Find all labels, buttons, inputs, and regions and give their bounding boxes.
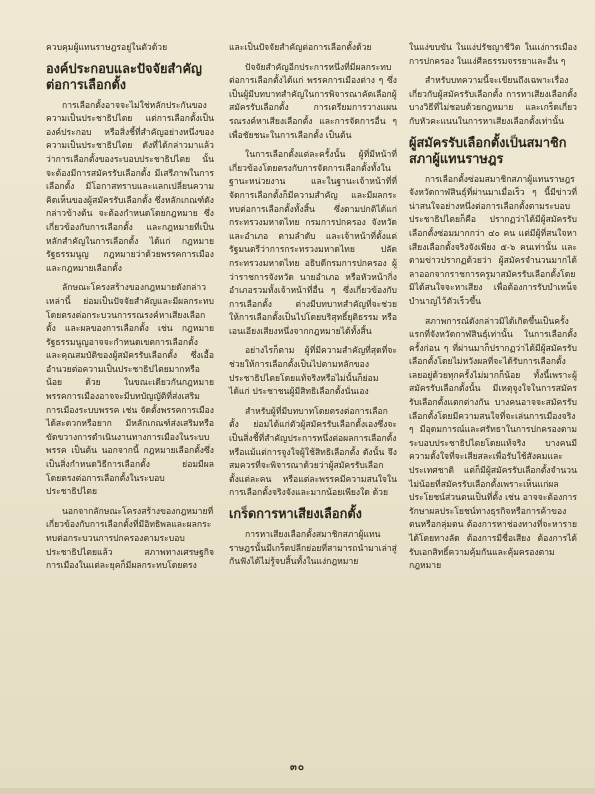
paragraph: ในการเลือกตั้งแต่ละครั้งนั้น ผู้ที่มีหน้าที่เกี่ยวข้องโดยตรงกับการจัดการเลือกตั้งทั้งในฐานะหน่วยงาน และในฐานะเจ้าหน้าที่ที่จัดการเลือกตั้งก็มีความสำคัญ และมีผลกระทบต่อการเลือกตั้งทั้งสิ้น ซึ่งตามปกติได้แก่ กระทรวงมหาดไทย กรมการปกครอง จังหวัดและอำเภอ ตามลำดับ และเจ้าหน้าที่ตั้งแต่รัฐมนตรีว่าการกระทรวงมหาดไทย ปลัดกระทรวงมหาดไทย อธิบดีกรมการปกครอง ผู้ว่าราชการจังหวัด นายอำเภอ หรือหัวหน้ากิ่งอำเภอรวมทั้งเจ้าหน้าที่อื่น ๆ ซึ่งเกี่ยวข้องกับการเลือกตั้ง ต่างมีบทบาทสำคัญที่จะช่วยให้การเลือกตั้งเป็นไปโดยบริสุทธิ์ยุติธรรม หรือเอนเอียงเสียงหนึ่งจากกฎหมายได้ทั้งสิ้น [229,150,397,337]
paragraph: นอกจากลักษณะโครงสร้างของกฎหมายที่เกี่ยวข้องกับการเลือกตั้งที่มีอิทธิพลและผลกระทบต่อกระบวนการปกครองตามระบอบประชาธิปไตยแล้ว สภาพทางเศรษฐกิจ การเมืองในแต่ละยุคก็มีผลกระทบโดยตรง [46,506,214,572]
paragraph-continuation: ในแง่ขบขัน ในแง่ปรัชญาชีวิต ในแง่การเมืองการปกครอง ในแง่ศีลธรรมจรรยาและอื่น ๆ [409,43,577,67]
section-heading: องค์ประกอบและปัจจัยสำคัญต่อการเลือกตั้ง [46,61,202,93]
paragraph: การหาเสียงเลือกตั้งสมาชิกสภาผู้แทนราษฎรนั้นมีเกร็ดปลีกย่อยที่สามารถนำมาเล่าสู่กันฟังได้ไม่รู้จบสิ้นทั้งในแง่กฎหมาย [229,530,397,568]
paragraph: การเลือกตั้งอาจจะไม่ใช่หลักประกันของความเป็นประชาธิปไตย แต่การเลือกตั้งเป็นองค์ประกอบ หรือสิ่งชี้ที่สำคัญอย่างหนึ่งของความเป็นประชาธิปไตย ดังที่ได้กล่าวมาแล้วว่าการเลือกตั้งของระบอบประชาธิปไตย นั้น จะต้องมีการสมัครรับเลือกตั้ง มีเสรีภาพในการเลือกตั้ง มีโอกาสทราบและแลกเปลี่ยนความคิดเห็นของผู้สมัครรับเลือกตั้ง ซึ่งหลักเกณฑ์ดังกล่าวข้างต้น จะต้องกำหนดโดยกฎหมาย ซึ่งเกี่ยวข้องกับการเลือกตั้ง และกฎหมายที่เป็นหลักสำคัญในการเลือกตั้ง ได้แก่ กฎหมายรัฐธรรมนูญ กฎหมายว่าด้วยพรรคการเมือง และกฎหมายเลือกตั้ง [46,100,214,274]
column-left [46,42,214,580]
column-middle [229,42,397,576]
page-number: ๓๐ [290,762,305,773]
paragraph: สภาพการณ์ดังกล่าวมิได้เกิดขึ้นเป็นครั้งแรกที่จังหวัดกาฬสินธุ์เท่านั้น ในการเลือกตั้งครั้งก่อน ๆ ที่ผ่านมาก็ปรากฏว่าได้มีผู้สมัครรับเลือกตั้งโดยไม่หวังผลที่จะได้รับการเลือกตั้งเลยอยู่ด้วยทุกครั้งไม่มากก็น้อย ทั้งนี้เพราะผู้สมัครรับเลือกตั้งนั้น มีเหตุจูงใจในการสมัครรับเลือกตั้งแตกต่างกัน บางคนอาจจะสมัครรับเลือกตั้งโดยมีความสนใจที่จะเล่นการเมืองจริง ๆ มีอุดมการณ์และศรัทธาในการปกครองตามระบอบประชาธิปไตยโดยแท้จริง บางคนมีความตั้งใจที่จะเสียสละเพื่อรับใช้สังคมและประเทศชาติ แต่ก็มีผู้สมัครรับเลือกตั้งจำนวนไม่น้อยที่สมัครรับเลือกตั้งเพราะเห็นแก่ผลประโยชน์ส่วนตนเป็นที่ตั้ง เช่น อาจจะต้องการรักษาผลประโยชน์ทางธุรกิจหรือการค้าของตนหรือกลุ่มตน ต้องการหาช่องทางที่จะหารายได้โดยทางลัด ต้องการมีชื่อเสียง ต้องการได้รับเอกสิทธิ์ความคุ้มกันและคุ้มครองตามกฎหมาย [409,316,577,572]
paragraph: สำหรับผู้ที่มีบทบาทโดยตรงต่อการเลือกตั้ง ย่อมได้แก่ตัวผู้สมัครรับเลือกตั้งเองซึ่งจะเป็นสิ่งชี้ที่สำคัญประการหนึ่งต่อผลการเลือกตั้ง หรือแม้แต่การจูงใจผู้ใช้สิทธิเลือกตั้ง ดังนั้น จึงสมควรที่จะพิจารณาด้วยว่าผู้สมัครรับเลือกตั้งแต่ละคน หรือแต่ละพรรคมีความสนใจในการเลือกตั้งจริงจังและมากน้อยเพียงใด ด้วย [229,406,397,499]
paragraph: สำหรับบทความนี้จะเขียนถึงเฉพาะเรื่องเกี่ยวกับผู้สมัครรับเลือกตั้ง การหาเสียงเลือกตั้งบางวิธีที่ไม่ชอบด้วยกฎหมาย และเกร็ดเกี่ยวกับหัวคะแนนในการหาเสียงเลือกตั้งเท่านั้น [409,76,577,127]
paragraph-continuation: และเป็นปัจจัยสำคัญต่อการเลือกตั้งด้วย [229,43,372,53]
paragraph: การเลือกตั้งซ่อมสมาชิกสภาผู้แทนราษฎรจังหวัดกาฬสินธุ์ที่ผ่านมาเมื่อเร็ว ๆ นี้มีข่าวที่น่าสนใจอย่างหนึ่งต่อการเลือกตั้งตามระบอบประชาธิปไตยก็คือ ปรากฏว่าได้มีผู้สมัครรับเลือกตั้งซ่อมมากกว่า ๔๐ คน แต่มีผู้ที่สนใจหาเสียงเลือกตั้งจริงจังเพียง ๕-๖ คนเท่านั้น และตามข่าวปรากฏด้วยว่า ผู้สมัครจำนวนมากได้ลาออกจากราชการครูมาสมัครรับเลือกตั้งโดยมิได้สนใจจะหาเสียง เพื่อต้องการรับบำเหน็จบำนาญไว้ตัวเร็วขึ้น [409,174,577,307]
section-heading: เกร็ดการหาเสียงเลือกตั้ง [229,507,362,522]
paragraph: อย่างไรก็ตาม ผู้ที่มีความสำคัญที่สุดที่จะช่วยให้การเลือกตั้งเป็นไปตามหลักของประชาธิปไตยโดยแท้จริงหรือไม่นั้นก็ย่อมได้แก่ ประชาชนผู้มีสิทธิเลือกตั้งนั่นเอง [229,346,397,398]
paragraph-continuation: ควบคุมผู้แทนราษฎรอยู่ในตัวด้วย [46,43,168,53]
column-right [409,42,577,580]
paragraph: ปัจจัยสำคัญอีกประการหนึ่งที่มีผลกระทบต่อการเลือกตั้งได้แก่ พรรคการเมืองต่าง ๆ ซึ่งเป็นผู้มีบทบาทสำคัญในการพิจารณาคัดเลือกผู้สมัครรับเลือกตั้ง การเตรียมการวางแผนรณรงค์หาเสียงเลือกตั้ง และการจัดการอื่น ๆ เพื่อชัยชนะในการเลือกตั้ง เป็นต้น [229,62,397,141]
page-bottom-edge [0,788,595,794]
section-heading: ผู้สมัครรับเลือกตั้งเป็นสมาชิกสภาผู้แทนราษฎร [409,135,567,167]
paragraph: ลักษณะโครงสร้างของกฎหมายดังกล่าวเหล่านี้ ย่อมเป็นปัจจัยสำคัญและมีผลกระทบโดยตรงต่อกระบวนการรณรงค์หาเสียงเลือกตั้ง และผลของการเลือกตั้ง เช่น กฎหมายรัฐธรรมนูญอาจจะกำหนดเขตการเลือกตั้ง และคุณสมบัติของผู้สมัครรับเลือกตั้ง ซึ่งเอื้ออำนวยต่อความเป็นประชาธิปไตยมากหรือน้อย ด้วย ในขณะเดียวกันกฎหมายพรรคการเมืองอาจจะมีบทบัญญัติที่ส่งเสริมการเมืองระบบพรรค เช่น จัดตั้งพรรคการเมืองได้สะดวกหรือยาก มีหลักเกณฑ์ส่งเสริมหรือขัดขวางการดำเนินงานทางการเมืองในระบบพรรค เป็นต้น นอกจากนี้ กฎหมายเลือกตั้งซึ่งเป็นสิ่งกำหนดวิธีการเลือกตั้ง ย่อมมีผลโดยตรงต่อการเลือกตั้งในระบอบประชาธิปไตย [46,283,214,498]
